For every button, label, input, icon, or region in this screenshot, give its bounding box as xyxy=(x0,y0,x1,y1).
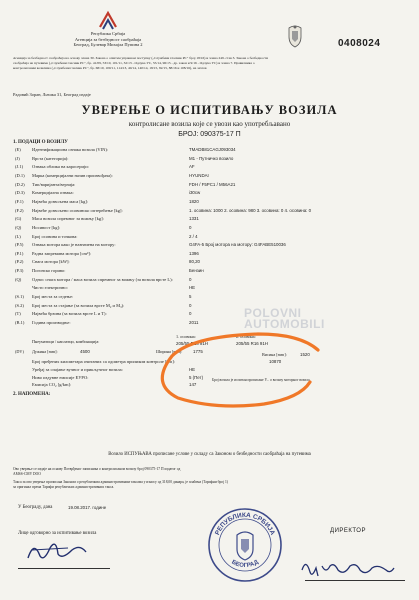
row-value: 10870 xyxy=(269,359,282,364)
euro-note: Број возила је испитан прописане У... о возилу моторног возила xyxy=(212,378,310,382)
row-label: Однос снага мотора / маса возила спремног за вожњу (за возила врсте L): xyxy=(32,276,173,282)
row-label: Број места за стајање (за возила врсте M₂ и M₃): xyxy=(32,302,125,308)
row-value: 1820 xyxy=(189,198,199,204)
length-value: 4500 xyxy=(80,349,90,354)
document-number: БРОЈ: 090375-17 П xyxy=(178,131,241,138)
height-value: 1520 xyxy=(300,352,310,357)
row-value: i30cw xyxy=(189,190,201,196)
row-code: (J) xyxy=(15,155,20,161)
row-value: 0 xyxy=(189,224,192,230)
place-date-value: 19.08.2017. године xyxy=(68,505,107,510)
institution-line-1: Република Србија xyxy=(90,31,126,36)
stamp-text-top: РЕПУБЛИКА СРБИЈА xyxy=(214,511,276,537)
height-label: Висина [mm]: xyxy=(262,352,287,357)
row-value: 0 xyxy=(189,302,192,308)
tires-axle2-value: 205/55 R16 91H xyxy=(236,341,268,346)
row-value: 5 (Пет) xyxy=(189,374,204,380)
row-label: Година производње: xyxy=(32,320,71,325)
row-label: Ниво издувне емисије ЕУРО: xyxy=(32,374,89,380)
row-value: Бензин xyxy=(189,268,204,274)
inspector-signature xyxy=(22,536,92,566)
fee-text-1: Ово уверење се издаје на основу Потврђеног записника о контролисаном возилу број 090375-17 П издатог од xyxy=(13,467,181,471)
signature-line-left xyxy=(18,568,110,569)
checked-by-label: Лице одговорно за испитивање возила xyxy=(18,531,97,536)
stamp-text-bottom: БЕОГРАД xyxy=(230,559,260,570)
row-label: Број места за седење: xyxy=(32,294,74,300)
row-value: 1331 xyxy=(189,216,199,222)
official-stamp xyxy=(205,505,285,585)
place-date-label: У Београду, дана xyxy=(18,505,53,510)
applicant-address: Радовић Зоран, Љешка 31, Београд издаје xyxy=(13,92,91,97)
section-1-title: 1. ПОДАЦИ О ВОЗИЛУ xyxy=(13,140,68,145)
row-label: Највећа брзина (за возила врсте L и T): xyxy=(32,311,107,317)
row-value: 80,20 xyxy=(189,259,200,265)
row-value: НЕ xyxy=(189,285,196,291)
row-code: (Q) xyxy=(15,276,22,282)
row-value: AF xyxy=(189,164,195,170)
row-value: 1396 xyxy=(189,250,199,256)
row-label: Ознака облика на каросерији: xyxy=(32,164,89,170)
institution-line-3: Београд, Булевар Михајла Пупина 2 xyxy=(73,42,143,48)
row-label: Маса возила спремног за вожњу [kg]: xyxy=(32,216,104,222)
dimensions-code: (DV) xyxy=(15,349,24,354)
fee-text-3: Такса за ово уверење прописана Законом о републичким административним таксама у износу од 318,00 динара, је плаћена (Тарифни број 1) xyxy=(13,480,228,484)
row-label: Број осовина и точкова: xyxy=(32,233,78,239)
row-label: Број пређених километара очитаних са одометра приликом контроле [km]: xyxy=(32,359,175,364)
row-code: (B.1) xyxy=(15,320,25,325)
legal-line: Агенција за безбедност саобраћаја на основу члана 30. Закона о општем управном поступку („Службени гласник РС" број 18/16) и члана 249. став 3. Закона о безбедности xyxy=(13,56,269,60)
row-label: Погонско гориво: xyxy=(32,268,66,274)
row-value: 1. осовина: 1000 2. осовина: 980 3. осовина: 0 4. осовина: 0 xyxy=(189,207,312,213)
row-value: TMADB81CAGJ093034 xyxy=(189,147,236,152)
row-label: Носивост [kg]: xyxy=(32,224,61,230)
tires-axle2-label: 2. осовина: xyxy=(236,334,256,339)
row-code: (P.1) xyxy=(15,250,24,256)
row-code: (F.2) xyxy=(15,207,24,213)
row-code: (L) xyxy=(15,233,21,239)
row-value: НЕ xyxy=(189,366,196,372)
length-label: Дужина [mm]: xyxy=(32,349,58,354)
row-label: Марка (комерцијални назив произвођача): xyxy=(32,172,113,178)
row-value: 5 xyxy=(189,294,192,300)
row-label: Комерцијална ознака: xyxy=(32,190,74,196)
watermark-line-2: AUTOMOBILI xyxy=(244,317,325,331)
row-code: (D.1) xyxy=(15,172,25,178)
row-label: Ознака мотора како је назначена на мотору: xyxy=(32,242,116,248)
row-code: (D.3) xyxy=(15,190,25,196)
row-code: (F.1) xyxy=(15,198,24,204)
compliance-statement: Возило ИСПУЊАВА прописане услове у складу са Законом о безбедности саобраћаја на путевима xyxy=(108,452,311,457)
row-value: 2 / 4 xyxy=(189,233,198,239)
section-2-title: 2. НАПОМЕНА: xyxy=(13,392,51,397)
row-label: Уређај за спајање вучног и прикључног возила: xyxy=(32,366,123,372)
row-label: Тип/варијанта/верзија: xyxy=(32,181,76,187)
row-value: 0 xyxy=(189,311,192,317)
director-signature xyxy=(298,556,398,582)
row-code: (P.3) xyxy=(15,268,24,274)
row-label: Највећа дозвољена маса [kg]: xyxy=(32,198,89,204)
row-code: (G) xyxy=(15,216,22,222)
row-label: Емисија CO₂ [g/km]: xyxy=(32,382,72,388)
document-title: УВЕРЕЊЕ О ИСПИТИВАЊУ ВОЗИЛА xyxy=(81,103,338,117)
row-value: 0 xyxy=(189,276,192,282)
row-label: Идентификациона ознака возила (VIN): xyxy=(32,147,109,152)
row-value: HYUNDAI xyxy=(189,172,209,178)
row-value: FDH / F5PC1 / M56A21 xyxy=(189,181,236,187)
row-label: Врста (категорија): xyxy=(32,155,69,161)
width-label: Ширина [mm]: xyxy=(156,349,183,354)
row-code: (P.2) xyxy=(15,259,24,265)
tires-axle1-value: 205/55 R16 91H xyxy=(176,341,208,346)
row-value: M1 - Путничко возило xyxy=(189,155,234,161)
row-label: Снага мотора [kW]: xyxy=(32,259,70,265)
fee-text-2: AMSS-CMV DOO xyxy=(13,472,41,476)
fee-text-4: за оригинал према Тарифи републичких административних такса. xyxy=(13,485,115,489)
svg-text:БЕОГРАД xyxy=(230,559,260,569)
tires-label: Пнеуматици / наплатци, комбинација: xyxy=(32,339,100,344)
row-label: Радна запремина мотора [cm³]: xyxy=(32,250,92,256)
width-value: 1775 xyxy=(193,349,203,354)
director-label: ДИРЕКТОР xyxy=(330,528,366,534)
row-value: 2011 xyxy=(189,320,199,325)
row-code: (S.1) xyxy=(15,294,24,300)
row-code: (Q) xyxy=(15,224,22,230)
row-code: (D.2) xyxy=(15,181,25,187)
row-code: (P.5) xyxy=(15,242,24,248)
document-subtitle: контролисане возила које се увози као употребљавано xyxy=(128,120,291,128)
legal-line: контролисаним возилима („Службени гласник РС", бр. 68/10, 100/11, 114/13, 40/14, 140/14, 18/15, 82/15, 88/16 и 108/16), на захтев xyxy=(13,66,207,71)
row-value: 147 xyxy=(189,382,197,388)
institution-line-2: Агенција за безбедност саобраћаја xyxy=(74,36,142,42)
row-value: G4FA-5 Број мотора на мотору: G4FABE510036 xyxy=(189,242,286,248)
watermark-line-1: POLOVNI xyxy=(244,306,302,320)
row-label: Чисто електрично: xyxy=(32,285,68,291)
tires-axle1-label: 1. осовина: xyxy=(176,334,196,339)
serial-number: 0408024 xyxy=(338,38,381,49)
row-code: (Е) xyxy=(15,147,21,152)
row-code: (S.2) xyxy=(15,302,24,308)
row-code: (J.1) xyxy=(15,164,24,170)
row-label: Највеће дозвољено осовинско оптерећење [kg]: xyxy=(32,207,123,213)
legal-line: саобраћаја на путевима („Службени гласник РС", бр. 41/09, 53/10, 101/11, 32/13 - Одлука УС, 55/14, 96/15 - др. закон и 9/16 - Одлука УС) и члана 7. Правилника о xyxy=(13,61,255,66)
row-code: (T) xyxy=(15,311,21,317)
